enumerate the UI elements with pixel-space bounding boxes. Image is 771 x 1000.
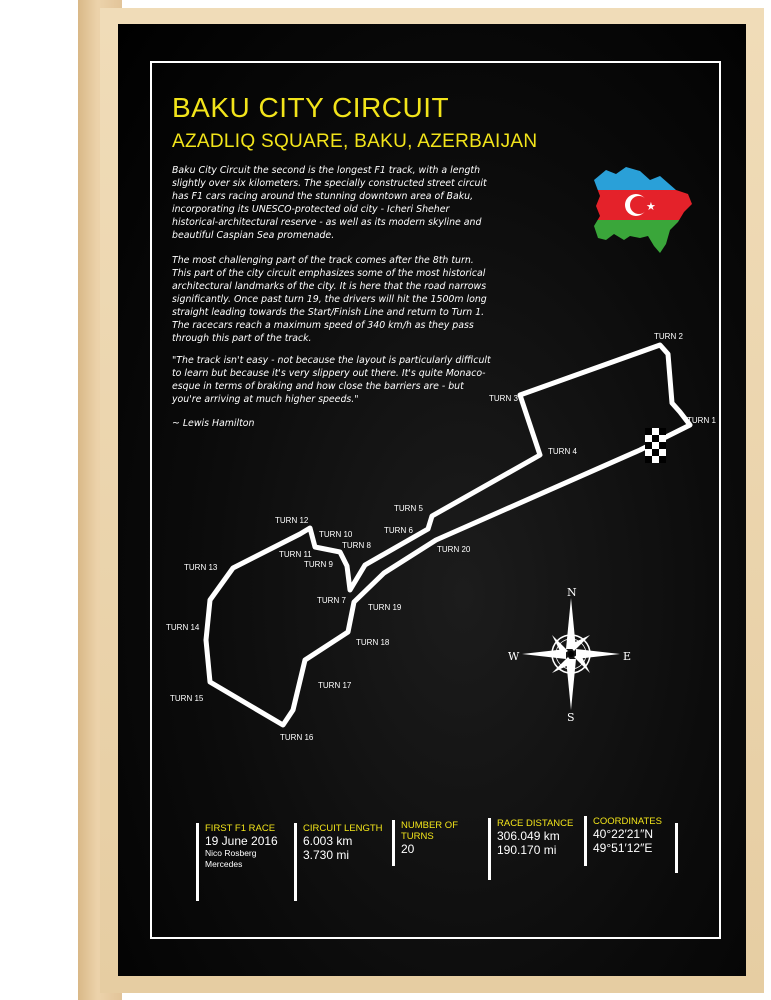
compass-rose-icon bbox=[508, 586, 631, 724]
turn-12-label: TURN 12 bbox=[275, 516, 309, 525]
turn-14-label: TURN 14 bbox=[166, 623, 200, 632]
stat-first-race bbox=[196, 823, 296, 901]
turn-5-label: TURN 5 bbox=[394, 504, 423, 513]
stat-race-distance bbox=[488, 818, 584, 880]
turn-11-label: TURN 11 bbox=[279, 550, 312, 559]
quote-author: ~ Lewis Hamilton bbox=[172, 418, 255, 429]
hamilton-quote: "The track isn't easy - not because the layout is particularly difficult to learn but because it's very slippery out there. It's quite Monaco-esque in terms of braking and how close the barriers are - but you're arriving at much higher speeds." bbox=[172, 355, 491, 405]
poster-title: BAKU CITY CIRCUIT bbox=[172, 92, 450, 123]
turn-4-label: TURN 4 bbox=[548, 447, 577, 456]
first-race-team: Mercedes bbox=[205, 859, 243, 869]
turn-16-label: TURN 16 bbox=[280, 733, 314, 742]
turn-18-label: TURN 18 bbox=[356, 638, 390, 647]
coordinates-label: COORDINATES bbox=[593, 816, 662, 827]
race-distance-km: 306.049 km bbox=[497, 829, 560, 843]
turn-17-label: TURN 17 bbox=[318, 681, 352, 690]
svg-text:★: ★ bbox=[646, 200, 656, 213]
checkered-flag-icon bbox=[645, 428, 666, 463]
turn-2-label: TURN 2 bbox=[654, 332, 683, 341]
compass-south: S bbox=[567, 711, 575, 724]
circuit-length-mi: 3.730 mi bbox=[303, 848, 350, 862]
first-race-winner: Nico Rosberg bbox=[205, 848, 257, 858]
azerbaijan-flag-map-icon bbox=[590, 160, 700, 260]
stat-number-of-turns bbox=[392, 820, 488, 866]
circuit-stats bbox=[196, 816, 682, 903]
coordinates-lon: 49°51′12″E bbox=[593, 841, 653, 855]
turn-1-label: TURN 1 bbox=[687, 416, 716, 425]
turn-20-label: TURN 20 bbox=[437, 545, 471, 554]
stat-circuit-length bbox=[294, 823, 392, 901]
turn-19-label: TURN 19 bbox=[368, 603, 402, 612]
turn-15-label: TURN 15 bbox=[170, 694, 204, 703]
description-paragraph-1: Baku City Circuit the second is the longest F1 track, with a length slightly over six kilometers. The specially constructed street circuit has F1 cars racing around the stunning downtown area of Baku, incorporating its UNESCO-protected old city - Icheri Sheher historical-architectural reserve - as well as its modern skyline and beautiful Caspian Sea promenade. bbox=[172, 165, 487, 241]
turn-3-label: TURN 3 bbox=[489, 394, 518, 403]
coordinates-lat: 40°22′21″N bbox=[593, 827, 654, 841]
compass-east: E bbox=[623, 650, 632, 663]
turn-10-label: TURN 10 bbox=[319, 530, 353, 539]
compass-north: N bbox=[567, 586, 577, 599]
circuit-length-label: CIRCUIT LENGTH bbox=[303, 823, 383, 834]
first-race-date: 19 June 2016 bbox=[205, 834, 278, 848]
turn-9-label: TURN 9 bbox=[304, 560, 333, 569]
turns-count-value: 20 bbox=[401, 842, 415, 856]
turn-7-label: TURN 7 bbox=[317, 596, 346, 605]
stats-end-divider bbox=[675, 823, 678, 873]
circuit-length-km: 6.003 km bbox=[303, 834, 353, 848]
turn-6-label: TURN 6 bbox=[384, 526, 413, 535]
turn-8-label: TURN 8 bbox=[342, 541, 371, 550]
turn-13-label: TURN 13 bbox=[184, 563, 218, 572]
poster-subtitle: AZADLIQ SQUARE, BAKU, AZERBAIJAN bbox=[172, 131, 538, 152]
circuit-track bbox=[206, 345, 690, 725]
description-paragraph-2: The most challenging part of the track comes after the 8th turn. This part of the city circuit emphasizes some of the most historical architectural landmarks of the city. It is here that the road narrows significantly. Once past turn 19, the drivers will hit the 1500m long straight leading towards the Start/Finish Line and return to Turn 1. The racecars reach a maximum speed of 340 km/h as they pass through this part of the track. bbox=[172, 255, 487, 344]
first-race-label: FIRST F1 RACE bbox=[205, 823, 276, 834]
race-distance-label: RACE DISTANCE bbox=[497, 818, 574, 829]
race-distance-mi: 190.170 mi bbox=[497, 843, 557, 857]
turns-count-label: NUMBER OF TURNS bbox=[401, 820, 458, 842]
stat-coordinates bbox=[584, 816, 676, 866]
compass-west: W bbox=[508, 650, 520, 663]
